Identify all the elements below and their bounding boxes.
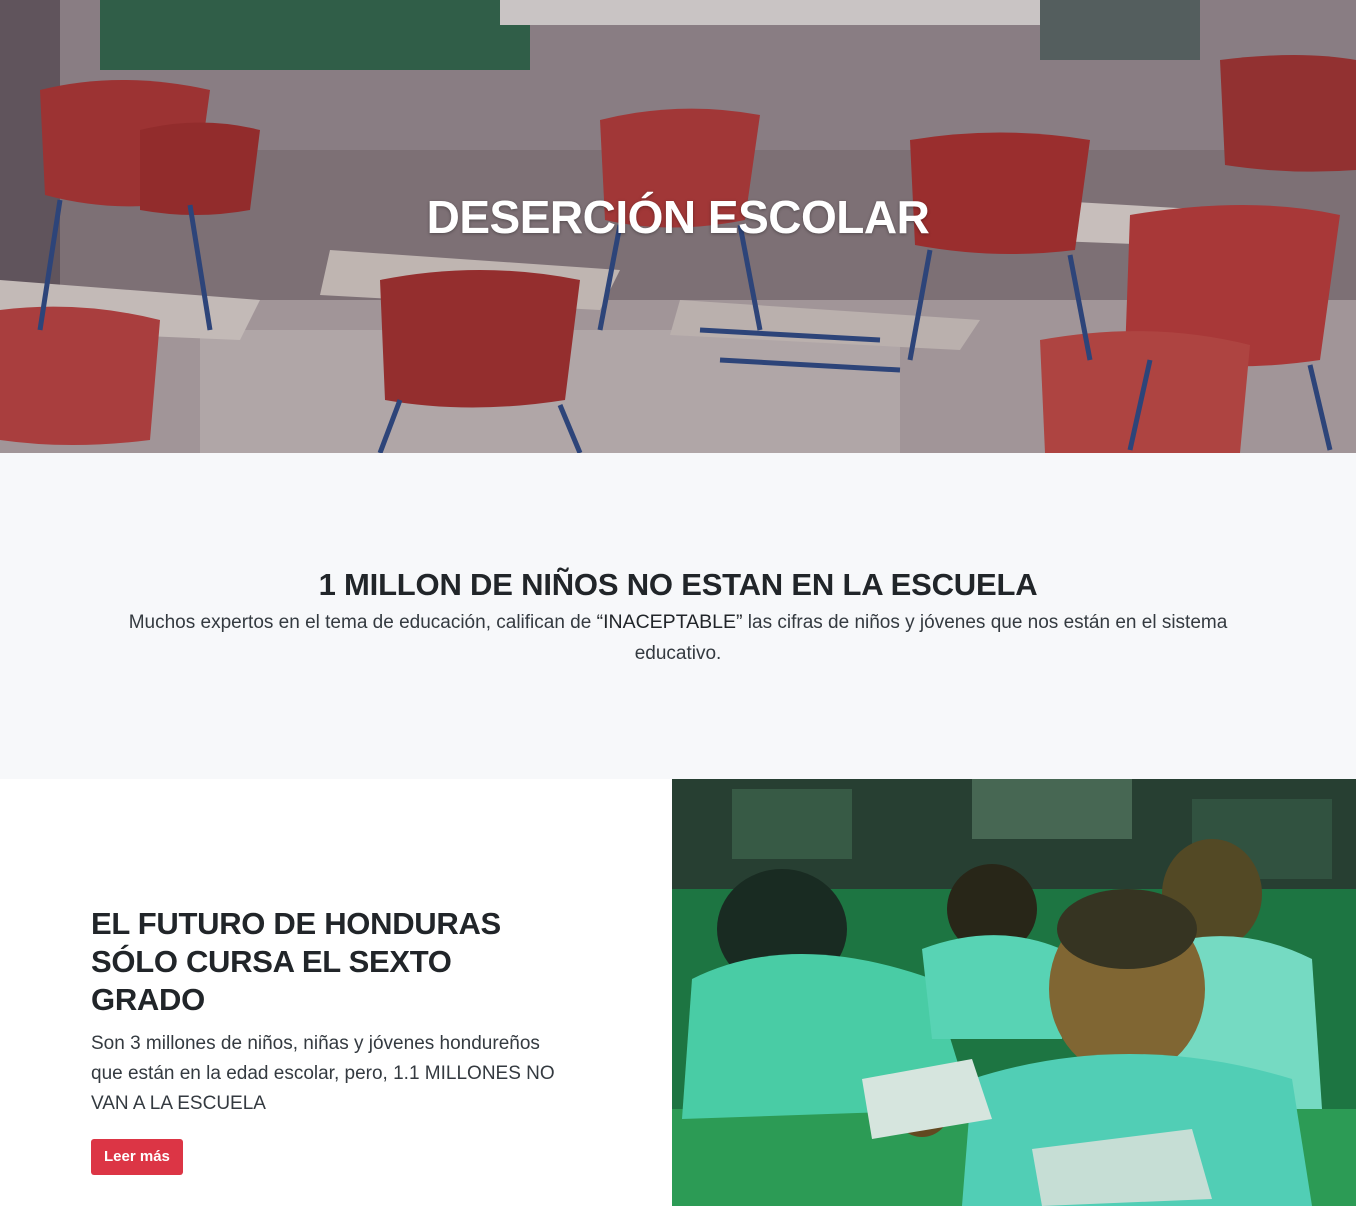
- intro-text-emphasis: “INACEPTABLE”: [596, 611, 743, 633]
- feature-body: Son 3 millones de niños, niñas y jóvenes hondureños que están en la edad escolar, pero, 1.1 MILLONES NO VAN A LA ESCUELA: [91, 1033, 555, 1114]
- feature-text-block: [91, 905, 571, 1175]
- children-photo: [672, 779, 1356, 1206]
- intro-text: [128, 607, 1228, 669]
- intro-text-before: Muchos expertos en el tema de educación, califican de: [128, 612, 597, 633]
- intro-section: [0, 453, 1356, 779]
- intro-heading: 1 MILLON DE NIÑOS NO ESTAN EN LA ESCUELA: [318, 567, 1038, 602]
- intro-text-after: las cifras de niños y jóvenes que nos están en el sistema educativo.: [634, 612, 1228, 664]
- hero-section: [0, 0, 1356, 453]
- hero-title: DESERCIÓN ESCOLAR: [426, 191, 930, 243]
- feature-image: [672, 779, 1356, 1206]
- read-more-button[interactable]: Leer más: [91, 1139, 183, 1175]
- feature-section: [0, 779, 1356, 1206]
- feature-title: EL FUTURO DE HONDURAS SÓLO CURSA EL SEXTO GRADO: [91, 906, 501, 1017]
